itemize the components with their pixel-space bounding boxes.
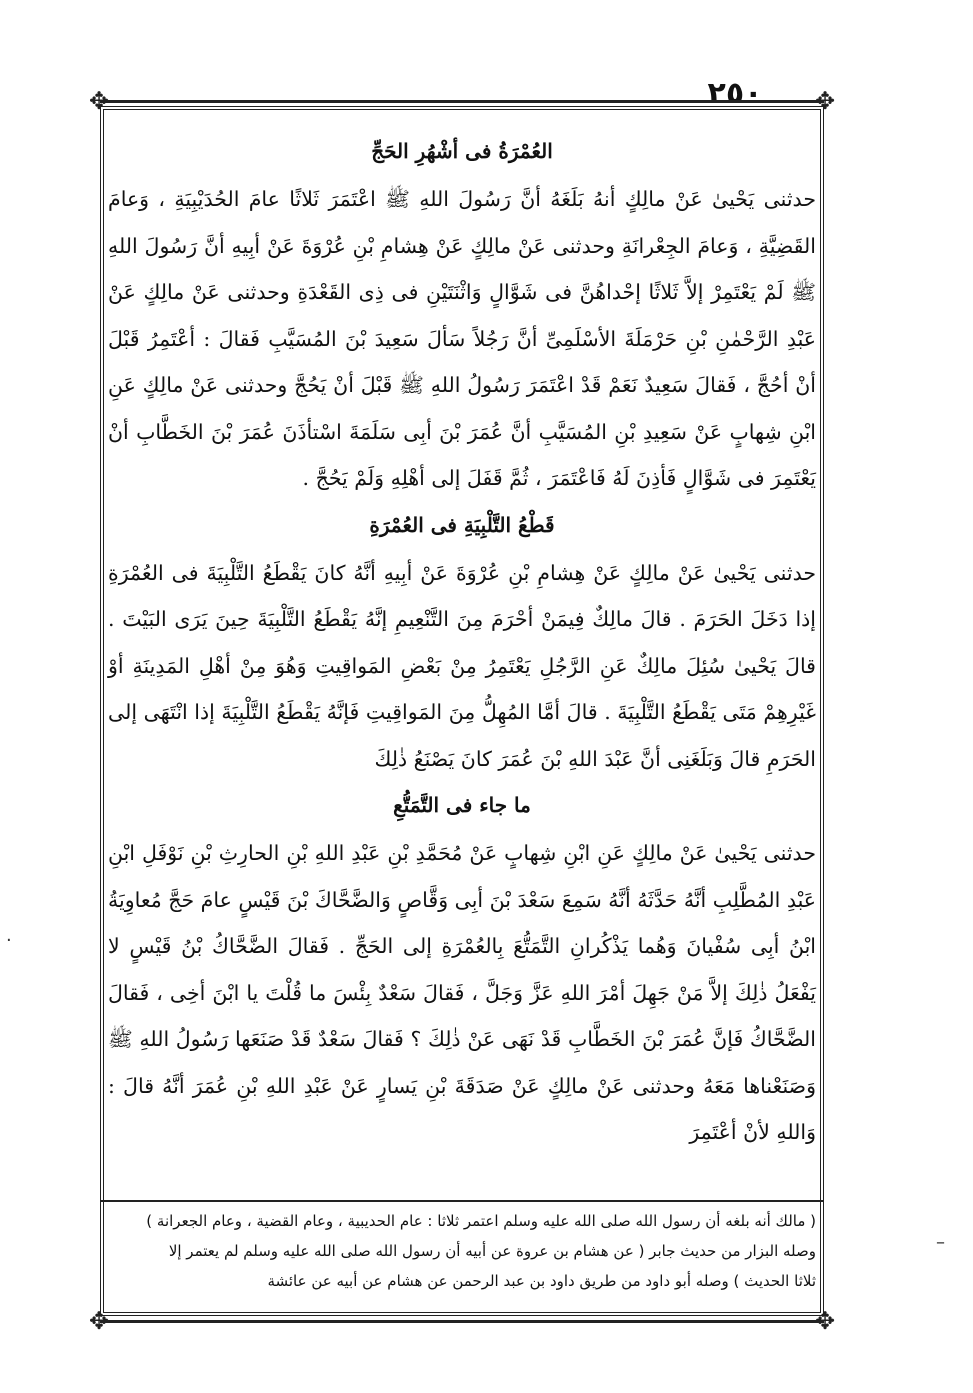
paragraph: حدثنى يَحْيىٰ عَنْ مالِكٍ عَنْ هِشامِ بْنِ عُرْوَةَ عَنْ أبِيهِ أنَّهُ كانَ يَقْطَعُ التَّلْبِيَةَ فى العُمْرَةِ إذا دَخَلَ الحَرَمَ . قالَ مالِكٌ فِيمَنْ أحْرَمَ مِنَ التَّنْعِيمِ إنَّهُ يَقْطَعُ التَّلْبِيَةَ حِينَ يَرَى البَيْتَ . قالَ يَحْيىٰ سُئِلَ مالِكٌ عَنِ الرَّجُلِ يَعْتَمِرُ مِنْ بَعْضِ المَواقِيتِ وَهُوَ مِنْ أهْلِ المَدِينَةِ أوْ غَيْرِهِمْ مَتَى يَقْطَعُ التَّلْبِيَةَ . قالَ أمَّا المُهِلُّ مِنَ المَواقِيتِ فَإنَّهُ يَقْطَعُ التَّلْبِيَةَ إذا انْتَهَى إلى الحَرَمِ قالَ وَبَلَغَنِى أنَّ عَبْدَ اللهِ بْنَ عُمَرَ كانَ يَصْنَعُ ذٰلِكَ (108, 560, 816, 771)
footnote-line: ثلاثا الحديث ) وصله أبو داود من طريق داود بن عبد الرحمن عن هشام عن أبيه عن عائشة (267, 1272, 816, 1290)
margin-mark: · (6, 930, 12, 951)
footnote-rule (100, 1200, 824, 1202)
footnote-line: ( مالك أنه بلغه أن رسول الله صلى الله عليه وسلم اعتمر ثلاثا : عام الحديبية ، وعام القضية ، وعام الجعرانة ) (146, 1212, 816, 1230)
corner-ornament-icon: ✥ (814, 1307, 836, 1335)
top-rule (100, 100, 824, 103)
section-title: ما جاء فى التَّمَتُّعِ (393, 793, 531, 817)
corner-ornament-icon: ✥ (814, 87, 836, 115)
margin-mark: – (936, 1232, 945, 1253)
corner-ornament-icon: ✥ (88, 87, 110, 115)
footnotes (112, 1206, 816, 1296)
section-title: العُمْرَةُ فى أشْهُرِ الحَجِّ (371, 139, 553, 163)
main-text (108, 128, 816, 1156)
paragraph: حدثنى يَحْيىٰ عَنْ مالِكٍ عَنِ ابْنِ شِهابٍ عَنْ مُحَمَّدِ بْنِ عَبْدِ اللهِ بْنِ الحارِثِ بْنِ نَوْفَلِ ابْنِ عَبْدِ المُطَّلِبِ أنَّهُ حَدَّثَهُ أنَّهُ سَمِعَ سَعْدَ بْنَ أبِى وَقَّاصٍ وَالضَّحَّاكَ بْنَ قَيْسٍ عامَ حَجَّ مُعاوِيَةُ ابْنُ أبِى سُفْيانَ وَهُما يَذْكُرانِ التَّمَتُّعَ بِالعُمْرَةِ إلى الحَجِّ . فَقالَ الضَّحَّاكُ بْنُ قَيْسٍ لا يَفْعَلُ ذٰلِكَ إلاَّ مَنْ جَهِلَ أمْرَ اللهِ عَزَّ وَجَلَّ ، فَقالَ سَعْدٌ بِئْسَ ما قُلْتَ يا ابْنَ أخِى ، فَقالَ الضَّحَّاكُ فَإنَّ عُمَرَ بْنَ الخَطَّابِ قَدْ نَهَى عَنْ ذٰلِكَ ؟ فَقالَ سَعْدٌ قَدْ صَنَعَها رَسُولُ اللهِ ﷺ وَصَنَعْناها مَعَهُ وحدثنى عَنْ مالِكٍ عَنْ صَدَقَةَ بْنِ يَسارٍ عَنْ عَبْدِ اللهِ بْنِ عُمَرَ أنَّهُ قالَ : وَاللهِ لأنْ أعْتَمِرَ (108, 841, 816, 1144)
paragraph: حدثنى يَحْيىٰ عَنْ مالِكٍ أنهُ بَلَغَهُ أنَّ رَسُولَ اللهِ ﷺ اعْتَمَرَ ثَلاثًا عامَ الحُدَيْبِيَةِ ، وَعامَ القَضِيَّةِ ، وَعامَ الجِعْرانَةِ وحدثنى عَنْ مالِكٍ عَنْ هِشامِ بْنِ عُرْوَةَ عَنْ أبِيهِ أنَّ رَسُولَ اللهِ ﷺ لَمْ يَعْتَمِرْ إلاَّ ثَلاثًا إحْداهُنَّ فى شَوَّالٍ وَاثْنَتَيْنِ فى ذِى القَعْدَةِ وحدثنى عَنْ مالِكٍ عَنْ عَبْدِ الرَّحْمٰنِ بْنِ حَرْمَلَةَ الأسْلَمِىِّ أنَّ رَجُلاً سَألَ سَعِيدَ بْنَ المُسَيَّبِ فَقالَ : أعْتَمِرُ قَبْلَ أنْ أحُجَّ ، فَقالَ سَعِيدٌ نَعَمْ قَدْ اعْتَمَرَ رَسُولُ اللهِ ﷺ قَبْلَ أنْ يَحُجَّ وحدثنى عَنْ مالِكٍ عَنِ ابْنِ شِهابٍ عَنْ سَعِيدِ بْنِ المُسَيَّبِ أنَّ عُمَرَ بْنَ أبِى سَلَمَةَ اسْتأذَنَ عُمَرَ بْنَ الخَطَّابِ أنْ يَعْتَمِرَ فى شَوَّالٍ فَأذِنَ لَهُ فَاعْتَمَرَ ، ثُمَّ قَفَلَ إلى أهْلِهِ وَلَمْ يَحُجَّ . (108, 187, 816, 490)
section-title: قَطْعُ التَّلْبِيَةِ فى العُمْرَةِ (369, 512, 555, 537)
bottom-rule (100, 1320, 824, 1323)
footnote-line: وصله البزار من حديث جابر ( عن هشام بن عروة عن أبيه أن رسول الله صلى الله عليه وسلم لم يعتمر إلا (168, 1242, 816, 1260)
page-number: ٢٥٠ (707, 76, 763, 111)
corner-ornament-icon: ✥ (88, 1307, 110, 1335)
